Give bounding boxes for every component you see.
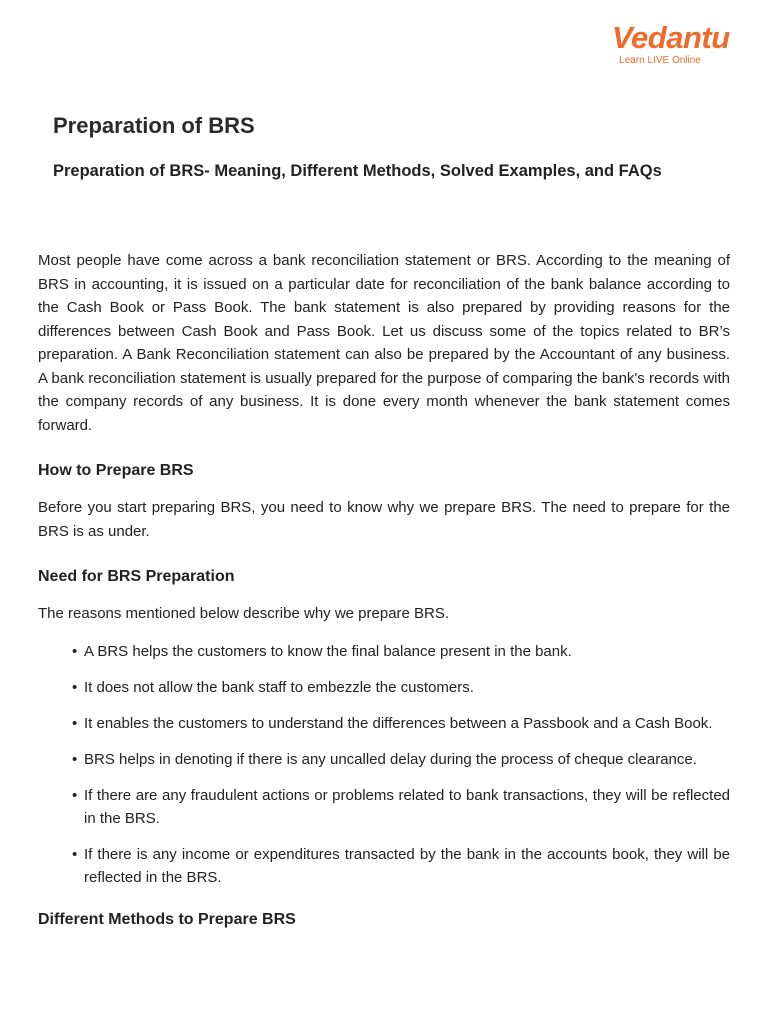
list-item: • It does not allow the bank staff to embezzle the customers.: [72, 676, 730, 699]
list-item: • A BRS helps the customers to know the final balance present in the bank.: [72, 640, 730, 663]
need-heading: Need for BRS Preparation: [38, 568, 235, 585]
page-title: Preparation of BRS: [53, 113, 255, 138]
list-item: • BRS helps in denoting if there is any uncalled delay during the process of cheque clearance.: [72, 748, 730, 771]
list-item: • If there are any fraudulent actions or problems related to bank transactions, they will be reflected in the BRS.: [72, 784, 730, 830]
reasons-list: [38, 640, 730, 889]
how-to-prepare-heading: How to Prepare BRS: [38, 462, 194, 479]
list-item: • If there is any income or expenditures transacted by the bank in the accounts book, they will be reflected in the BRS.: [72, 843, 730, 889]
methods-heading: Different Methods to Prepare BRS: [38, 910, 296, 928]
vedantu-logo: [612, 20, 730, 67]
intro-paragraph: Most people have come across a bank reconciliation statement or BRS. According to the meaning of BRS in accounting, it is issued on a particular date for reconciliation of the bank balance according to the Cash Book or Pass Book. The bank statement is also prepared by providing reasons for the differences between Cash Book and Pass Book. Let us discuss some of the topics related to BR’s preparation. A Bank Reconciliation statement can also be prepared by the Accountant of any business. A bank reconciliation statement is usually prepared for the purpose of comparing the bank's records with the company records of any business. It is done every month whenever the bank statement comes forward.: [38, 252, 730, 434]
page-subtitle: Preparation of BRS- Meaning, Different Methods, Solved Examples, and FAQs: [53, 162, 662, 180]
list-item: • It enables the customers to understand the differences between a Passbook and a Cash Book.: [72, 712, 730, 735]
logo-tagline: Learn LIVE Online: [619, 55, 701, 66]
how-to-prepare-paragraph: Before you start preparing BRS, you need to know why we prepare BRS. The need to prepare for the BRS is as under.: [38, 499, 730, 540]
need-paragraph: The reasons mentioned below describe why we prepare BRS.: [38, 605, 450, 622]
article-body: [38, 249, 730, 931]
logo-wordmark: Vedantu: [612, 20, 730, 55]
